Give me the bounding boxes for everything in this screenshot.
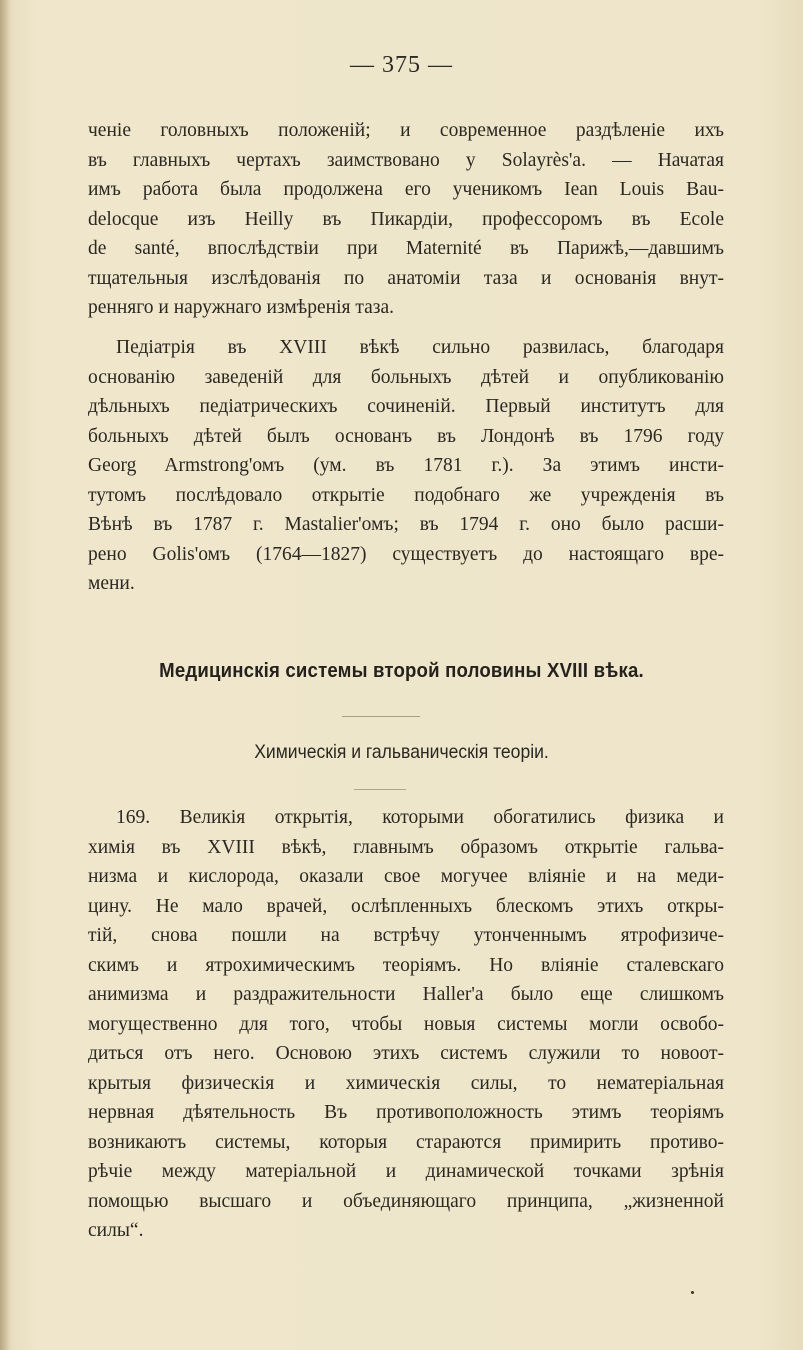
paragraph-3-line-4: цину. Не мало врачей, ослѣпленныхъ блескомъ этихъ откры- [88, 895, 724, 917]
paragraph-1-line-4: delocque изъ Heilly въ Пикардіи, профессоромъ въ Ecole [88, 208, 724, 230]
binding-shadow [0, 0, 10, 1350]
paragraph-1-line-6: тщательныя изслѣдованія по анатоміи таза и основанія внут- [88, 267, 724, 289]
paragraph-3-line-6: скимъ и ятрохимическимъ теоріямъ. Но вліяніе сталевскаго [88, 954, 724, 976]
paragraph-3-line-11: нервная дѣятельность Въ противоположность этимъ теоріямъ [88, 1102, 724, 1123]
paragraph-3-line-14: помощью высшаго и объединяющаго принципа, „жизненной [88, 1190, 724, 1212]
paragraph-3-line-13: рѣчіе между матеріальной и динамической точками зрѣнія [88, 1161, 724, 1182]
paragraph-3-line-3: низма и кислорода, оказали свое могучее вліяніе и на меди- [88, 866, 724, 887]
paragraph-1-line-2: въ главныхъ чертахъ заимствовано у Solayrès'a. — Начатая [88, 149, 724, 171]
paragraph-2-line-9: мени. [88, 573, 135, 594]
paragraph-2-line-3: дѣльныхъ педіатрическихъ сочиненій. Первый институтъ для [88, 396, 724, 417]
paragraph-3-line-12: возникаютъ системы, которыя стараются примирить противо- [88, 1131, 724, 1153]
paragraph-1-line-5: de santé, впослѣдствіи при Maternité въ Парижѣ,—давшимъ [88, 238, 724, 259]
heading-divider [342, 716, 420, 717]
paragraph-1-line-3: имъ работа была продолжена его ученикомъ Iean Louis Bau- [88, 179, 724, 200]
paragraph-1 [88, 116, 724, 323]
paragraph-3-line-10: крытыя физическія и химическія силы, то нематеріальная [88, 1072, 724, 1094]
paragraph-2-line-1: Педіатрія въ XVIII вѣкѣ сильно развилась, благодаря [116, 337, 724, 358]
paragraph-2 [88, 333, 724, 599]
subheading: Химическія и гальваническія теоріи. [254, 741, 549, 763]
paragraph-3-line-9: диться отъ него. Основою этихъ системъ служили то новоот- [88, 1043, 724, 1064]
paragraph-1-line-7: ренняго и наружнаго измѣренія таза. [88, 297, 395, 318]
paragraph-2-line-6: тутомъ послѣдовало открытіе подобнаго же учрежденія въ [88, 484, 724, 506]
paragraph-1-line-1: ченіе головныхъ положеній; и современное раздѣленіе ихъ [88, 120, 724, 141]
paragraph-2-line-2: основанію заведеній для больныхъ дѣтей и опубликованію [88, 366, 724, 388]
paragraph-3-line-15: силы“. [88, 1220, 144, 1241]
paragraph-2-line-8: рено Golis'омъ (1764—1827) существуетъ до настоящаго вре- [88, 543, 724, 565]
paragraph-3-line-5: тій, снова пошли на встрѣчу утонченнымъ ятрофизиче- [88, 925, 724, 946]
paragraph-3-line-7: анимизма и раздражительности Haller'a было еще слишкомъ [88, 984, 724, 1005]
paragraph-3-line-8: могущественно для того, чтобы новыя системы могли освобо- [88, 1013, 724, 1035]
subheading-divider [354, 789, 406, 790]
ink-speck [691, 1291, 694, 1294]
paragraph-3-line-1: 169. Великія открытія, которыми обогатились физика и [116, 807, 724, 828]
paragraph-2-line-7: Вѣнѣ въ 1787 г. Mastalier'омъ; въ 1794 г. оно было расши- [88, 514, 724, 535]
section-heading: Медицинскія системы второй половины XVIII вѣка. [159, 660, 644, 682]
paragraph-3-line-2: химія въ XVIII вѣкѣ, главнымъ образомъ открытіе гальва- [88, 836, 724, 858]
paragraph-3 [88, 803, 724, 1246]
paragraph-2-line-5: Georg Armstrong'омъ (ум. въ 1781 г.). За этимъ инсти- [88, 455, 724, 476]
page-number: — 375 — [350, 52, 453, 78]
paragraph-2-line-4: больныхъ дѣтей былъ основанъ въ Лондонѣ въ 1796 году [88, 425, 724, 447]
